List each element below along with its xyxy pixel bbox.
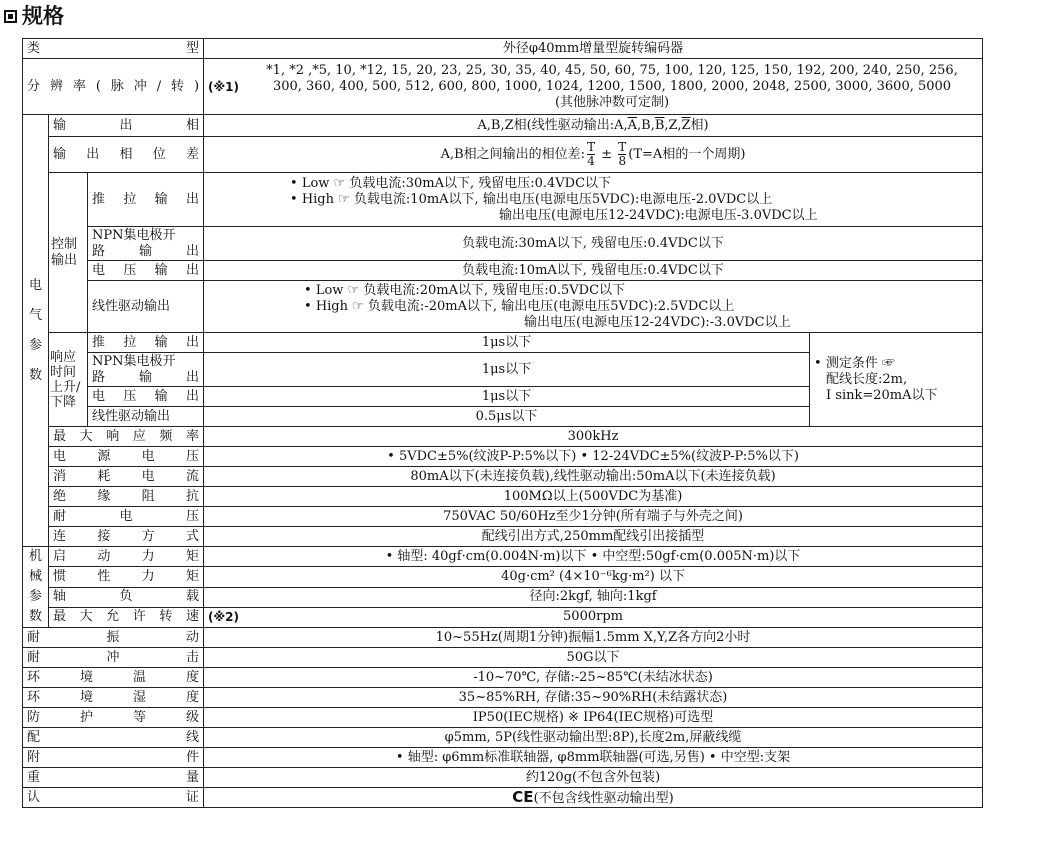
- value-temperature: -10~70℃, 存储:-25~85℃(未结冰状态): [204, 668, 983, 688]
- row-resp-push-pull: [23, 333, 983, 353]
- page-title-text: 规格: [22, 4, 64, 28]
- label-voltage: [88, 261, 204, 281]
- label-humidity: [23, 688, 204, 708]
- fraction-quarter: $\frac{T}{4}$: [587, 140, 596, 168]
- group-mechanical: 机 械 参 数: [23, 547, 49, 628]
- row-type: [23, 39, 983, 59]
- label-connection-text: 连 接 方 式: [53, 528, 199, 544]
- row-shock: [23, 648, 983, 668]
- label-resolution-text: 分 辨 率 ( 脉 冲 / 转 ): [27, 78, 200, 94]
- label-response: [49, 333, 88, 427]
- label-type: [23, 39, 204, 59]
- label-resolution: [23, 59, 204, 115]
- max-speed-text: 5000rpm: [563, 609, 623, 625]
- row-vibration: [23, 628, 983, 648]
- label-shaft-load: [49, 587, 204, 607]
- max-speed-note: (※2): [208, 610, 239, 625]
- label-cable: [23, 728, 204, 748]
- row-resolution: [23, 59, 983, 115]
- value-max-freq: 300kHz: [204, 427, 983, 447]
- label-output-phase: [49, 115, 204, 137]
- row-temperature: [23, 668, 983, 688]
- value-resolution: [204, 59, 983, 115]
- label-temperature-text: 环 境 温 度: [27, 669, 200, 685]
- push-pull-line-2: • High ☞ 负载电流:10mA以下, 输出电压(电源电压5VDC):电源电压-2.0VDC以上: [290, 191, 773, 207]
- value-resp-condition: [810, 333, 983, 427]
- value-approval: [204, 788, 983, 808]
- row-npn: [23, 227, 983, 261]
- value-power-voltage: • 5VDC±5%(纹波P-P:5%以下) • 12-24VDC±5%(纹波P-P:5%以下): [204, 447, 983, 467]
- label-weight-text: 重 量: [27, 769, 200, 785]
- label-torque: [49, 547, 204, 567]
- group-electrical: 电 气 参 数: [23, 115, 49, 547]
- label-shock: [23, 648, 204, 668]
- row-accessory: [23, 748, 983, 768]
- value-shaft-load: 径向:2kgf, 轴向:1kgf: [204, 587, 983, 607]
- label-resp-npn-text: NPN集电极开: [92, 353, 176, 369]
- row-weight: [23, 768, 983, 788]
- label-inertia: [49, 567, 204, 587]
- push-pull-line-3: 输出电压(电源电压12-24VDC):电源电压-3.0VDC以上: [499, 207, 818, 223]
- label-npn: NPN集电极开 路 输 出: [88, 227, 204, 261]
- square-bullet-icon: [4, 10, 17, 23]
- label-push-pull: [88, 173, 204, 227]
- value-resp-voltage: 1μs以下: [204, 387, 810, 407]
- value-resp-line-driver: 0.5μs以下: [204, 407, 810, 427]
- label-voltage-text: 电 压 输 出: [92, 262, 199, 278]
- label-cable-text: 配 线: [27, 729, 200, 745]
- row-max-freq: [23, 427, 983, 447]
- label-control-output: [49, 173, 88, 333]
- label-max-freq-text: 最 大 响 应 频 率: [53, 428, 199, 444]
- resolution-line-1: *1, *2 ,*5, 10, *12, 15, 20, 23, 25, 30, 35, 40, 45, 50, 60, 75, 100, 120, 125, 150, 192, 200, 240, 250, 256,: [266, 62, 958, 78]
- label-approval-text: 认 证: [27, 789, 200, 805]
- value-output-phase: A,B,Z相(线性驱动输出$:A,\overline{A},B,\overline{B},Z,\overline{Z}$相): [204, 115, 983, 137]
- label-insulation-text: 绝 缘 阻 抗: [53, 488, 199, 504]
- value-push-pull: [204, 173, 983, 227]
- label-control-output-text: 控制 输出: [51, 236, 78, 268]
- resp-condition-line-2: 配线长度:2m,: [826, 371, 908, 387]
- row-push-pull: [23, 173, 983, 227]
- value-humidity: 35~85%RH, 存储:35~90%RH(未结露状态): [204, 688, 983, 708]
- value-withstand: 750VAC 50/60Hz至少1分钟(所有端子与外壳之间): [204, 507, 983, 527]
- spec-table: [22, 38, 983, 808]
- value-inertia: 40g·cm² (4×10⁻⁶kg·m²) 以下: [204, 567, 983, 587]
- label-protection-text: 防 护 等 级: [27, 709, 200, 725]
- label-line-driver: [88, 281, 204, 333]
- label-max-speed-text: 最 大 允 许 转 速: [53, 609, 199, 625]
- value-accessory: • 轴型: φ6mm标准联轴器, φ8mm联轴器(可选,另售) • 中空型:支架: [204, 748, 983, 768]
- fraction-eighth: $\frac{T}{8}$: [618, 140, 627, 168]
- label-vibration-text: 耐 振 动: [27, 629, 200, 645]
- row-withstand: [23, 507, 983, 527]
- label-resp-voltage: [88, 387, 204, 407]
- value-weight: 约120g(不包含外包装): [204, 768, 983, 788]
- label-insulation: [49, 487, 204, 507]
- label-push-pull-text: 推 拉 输 出: [92, 191, 199, 207]
- resolution-line-2: 300, 360, 400, 500, 512, 600, 800, 1000, 1024, 1200, 1500, 1800, 2000, 2048, 2500, 3000, 3600, 5000: [272, 78, 952, 94]
- push-pull-line-1: • Low ☞ 负载电流:30mA以下, 残留电压:0.4VDC以下: [290, 175, 612, 191]
- row-phase-diff: [23, 137, 983, 173]
- label-npn-text: NPN集电极开: [92, 227, 176, 243]
- label-phase-diff: [49, 137, 204, 173]
- label-withstand: [49, 507, 204, 527]
- label-torque-text: 启 动 力 矩: [53, 548, 199, 564]
- label-output-phase-text: 输 出 相: [53, 117, 200, 133]
- label-resp-line-driver-text: 线性驱动输出: [92, 408, 171, 424]
- row-humidity: [23, 688, 983, 708]
- approval-text: (不包含线性驱动输出型): [533, 790, 674, 806]
- value-connection: 配线引出方式,250mm配线引出接插型: [204, 527, 983, 547]
- label-protection: [23, 708, 204, 728]
- ce-mark-icon: CE: [512, 787, 534, 806]
- label-accessory: [23, 748, 204, 768]
- label-response-text: 响应 时间 上升/ 下降: [50, 349, 81, 410]
- resolution-note: (※1): [208, 79, 239, 94]
- label-resp-push-pull: [88, 333, 204, 353]
- row-shaft-load: [23, 587, 983, 607]
- row-cable: [23, 728, 983, 748]
- label-resp-npn: NPN集电极开 路 输 出: [88, 353, 204, 387]
- row-approval: [23, 788, 983, 808]
- value-line-driver: [204, 281, 983, 333]
- row-current: [23, 467, 983, 487]
- label-line-driver-text: 线性驱动输出: [92, 298, 171, 314]
- label-phase-diff-text: 输 出 相 位 差: [53, 146, 200, 162]
- label-shaft-load-text: 轴 负 载: [53, 589, 200, 605]
- line-driver-line-2: • High ☞ 负载电流:-20mA以下, 输出电压(电源电压5VDC):2.5VDC以上: [304, 298, 735, 314]
- value-resp-push-pull: 1μs以下: [204, 333, 810, 353]
- value-vibration: 10~55Hz(周期1分钟)振幅1.5mm X,Y,Z各方向2小时: [204, 628, 983, 648]
- value-npn: 负载电流:30mA以下, 残留电压:0.4VDC以下: [204, 227, 983, 261]
- row-connection: [23, 527, 983, 547]
- label-current-text: 消 耗 电 流: [53, 468, 199, 484]
- resp-condition-line-3: I sink=20mA以下: [826, 387, 938, 403]
- resp-condition-line-1: • 测定条件 ☞: [814, 355, 895, 371]
- label-current: [49, 467, 204, 487]
- label-temperature: [23, 668, 204, 688]
- value-shock: 50G以下: [204, 648, 983, 668]
- label-humidity-text: 环 境 湿 度: [27, 689, 200, 705]
- value-type: 外径φ40mm增量型旋转编码器: [204, 39, 983, 59]
- label-vibration: [23, 628, 204, 648]
- label-power-voltage: [49, 447, 204, 467]
- row-output-phase: [23, 115, 983, 137]
- value-cable: φ5mm, 5P(线性驱动输出型:8P),长度2m,屏蔽线缆: [204, 728, 983, 748]
- row-max-speed: [23, 607, 983, 627]
- label-max-freq: [49, 427, 204, 447]
- label-shock-text: 耐 冲 击: [27, 649, 200, 665]
- label-resp-voltage-text: 电 压 输 出: [92, 388, 199, 404]
- value-protection: IP50(IEC规格) ※ IP64(IEC规格)可选型: [204, 708, 983, 728]
- label-inertia-text: 惯 性 力 矩: [53, 568, 199, 584]
- line-driver-line-1: • Low ☞ 负载电流:20mA以下, 残留电压:0.5VDC以下: [304, 282, 626, 298]
- label-resp-push-pull-text: 推 拉 输 出: [92, 334, 199, 350]
- value-insulation: 100MΩ以上(500VDC为基准): [204, 487, 983, 507]
- row-protection: [23, 708, 983, 728]
- value-current: 80mA以下(未连接负载),线性驱动输出:50mA以下(未连接负载): [204, 467, 983, 487]
- label-power-voltage-text: 电 源 电 压: [53, 448, 199, 464]
- label-connection: [49, 527, 204, 547]
- label-approval: [23, 788, 204, 808]
- row-line-driver: [23, 281, 983, 333]
- value-voltage: 负载电流:10mA以下, 残留电压:0.4VDC以下: [204, 261, 983, 281]
- value-max-speed: [204, 607, 983, 627]
- row-inertia: [23, 567, 983, 587]
- resolution-line-3: (其他脉冲数可定制): [554, 94, 670, 110]
- page-title: [4, 2, 64, 30]
- label-accessory-text: 附 件: [27, 749, 200, 765]
- row-insulation: [23, 487, 983, 507]
- row-power-voltage: [23, 447, 983, 467]
- label-resp-line-driver: [88, 407, 204, 427]
- row-torque: [23, 547, 983, 567]
- label-withstand-text: 耐 电 压: [53, 508, 200, 524]
- row-voltage: [23, 261, 983, 281]
- value-resp-npn: 1μs以下: [204, 353, 810, 387]
- line-driver-line-3: 输出电压(电源电压12-24VDC):-3.0VDC以上: [524, 314, 791, 330]
- value-phase-diff: A,B相之间输出的相位差: $\frac{T}{4}$ ± $\frac{T}{8}$ (T=A相的一个周期): [204, 137, 983, 173]
- value-torque: • 轴型: 40gf·cm(0.004N·m)以下 • 中空型:50gf·cm(0.005N·m)以下: [204, 547, 983, 567]
- label-max-speed: [49, 607, 204, 627]
- label-type-text: 类 型: [27, 40, 200, 56]
- label-weight: [23, 768, 204, 788]
